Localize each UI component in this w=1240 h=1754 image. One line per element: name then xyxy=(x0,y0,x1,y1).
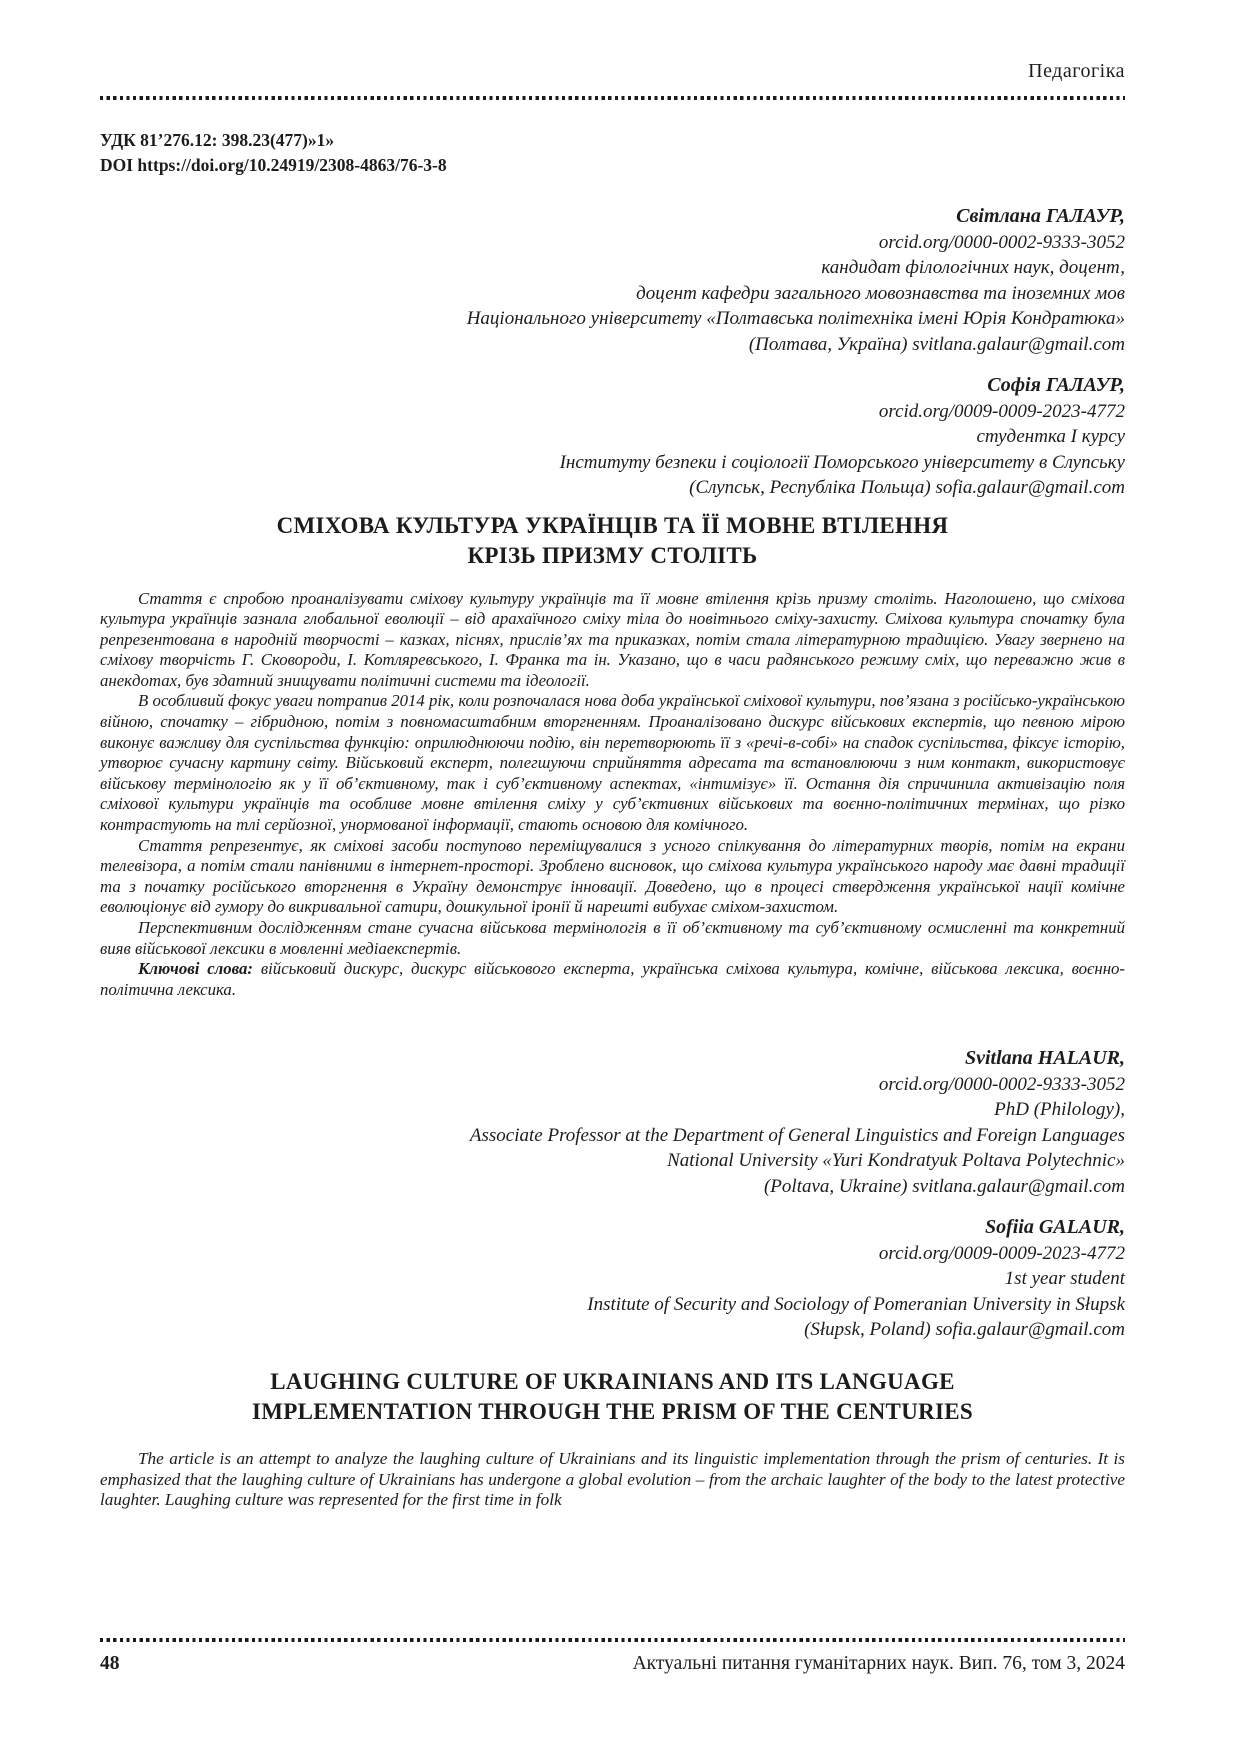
abstract-uk-paragraph-3: Стаття репрезентує, як сміхові засоби поступово переміщувалися з усного спілкування до літературних творів, потім на екрани телевізора, а потім стали панівними в інтернет-просторі. Зроблено висновок, що сміхова культура українського народу має давні традиції та з початку російського вторгнення в Україну демонструє інновації. Доведено, що в процесі ствердження української нації комічне еволюціонує від гумору до викривальної сатири, дошкульної іронії й нарешті вибухає сміхом-захистом. xyxy=(100,835,1125,917)
author-orcid-uk-2: orcid.org/0009-0009-2023-4772 xyxy=(878,400,1125,422)
header-divider xyxy=(100,96,1125,100)
author-orcid-en-1: orcid.org/0000-0002-9333-3052 xyxy=(878,1073,1125,1095)
article-meta xyxy=(100,128,1125,178)
author-block-uk-2 xyxy=(100,373,1125,501)
author-name-uk-2: Софія ГАЛАУР, xyxy=(987,374,1125,396)
author-affiliation-uk-1: Національного університету «Полтавська політехніка імені Юрія Кондратюка» xyxy=(466,308,1125,329)
article-title-uk-line1: СМІХОВА КУЛЬТУРА УКРАЇНЦІВ ТА ЇЇ МОВНЕ ВТІЛЕННЯ xyxy=(276,512,949,538)
keywords-uk xyxy=(100,959,1125,1000)
author-degree-en-2: 1st year student xyxy=(1004,1268,1125,1290)
author-degree-uk-2: студентка І курсу xyxy=(976,426,1125,447)
author-affiliation-en-2: Institute of Security and Sociology of Pomeranian University in Słupsk xyxy=(587,1293,1125,1315)
author-orcid-en-2: orcid.org/0009-0009-2023-4772 xyxy=(878,1242,1125,1264)
footer-row xyxy=(100,1651,1125,1677)
author-position-uk-1: доцент кафедри загального мовознавства та іноземних мов xyxy=(636,282,1125,304)
keywords-uk-label: Ключові слова: xyxy=(138,959,254,979)
abstract-uk-paragraph-4: Перспективним дослідженням стане сучасна військова термінологія в її об’єктивному та суб’єктивному осмисленні та конкретний вияв військової лексики в мовленні медіаекспертів. xyxy=(100,918,1125,958)
abstract-en-paragraph-1: The article is an attempt to analyze the laughing culture of Ukrainians and its linguistic implementation through the prism of centuries. It is emphasized that the laughing culture of Ukrainians has undergone a global evolution – from the archaic laughter of the body to the latest protective laughter. Laughing culture was represented for the first time in folk xyxy=(100,1448,1125,1510)
article-title-uk-line2: КРІЗЬ ПРИЗМУ СТОЛІТЬ xyxy=(467,542,758,568)
author-location-email-uk-2: (Слупськ, Республіка Польща) sofia.galaur@gmail.com xyxy=(689,477,1125,498)
page-number: 48 xyxy=(100,1653,120,1674)
author-name-en-2: Sofiia GALAUR, xyxy=(984,1216,1125,1239)
author-affiliation-uk-2: Інституту безпеки і соціології Поморського університету в Слупську xyxy=(559,451,1125,473)
author-location-email-en-2: (Słupsk, Poland) sofia.galaur@gmail.com xyxy=(804,1319,1125,1341)
udk-line: УДК 81’276.12: 398.23(477)»1» xyxy=(100,130,335,150)
article-title-en-line1: LAUGHING CULTURE OF UKRAINIANS AND ITS LANGUAGE xyxy=(270,1368,955,1394)
journal-section-label: Педагогіка xyxy=(1028,60,1125,82)
author-position-en-1: Associate Professor at the Department of General Linguistics and Foreign Languages xyxy=(469,1124,1125,1146)
abstract-uk-paragraph-1: Стаття є спробою проаналізувати сміхову культуру українців та її мовне втілення крізь призму століть. Наголошено, що сміхова культура українців зазнала глобальної еволюції – від арахаїчного сміху тіла до новітнього сміху-захисту. Сміхова культура спочатку була репрезентована в народній творчості – казках, піснях, прислів’ях та приказках, потім стала літературною традицією. Увагу звернено на сміхову творчість Г. Сковороди, І. Котляревського, І. Франка та ін. Указано, що в часи радянського режиму сміх, що переважно жив в анекдотах, був здатний знищувати політичні системи та ідеології. xyxy=(100,588,1125,690)
author-location-email-uk-1: (Полтава, Україна) svitlana.galaur@gmail.com xyxy=(748,333,1125,355)
journal-citation: Актуальні питання гуманітарних наук. Вип. 76, том 3, 2024 xyxy=(632,1653,1125,1674)
author-orcid-uk-1: orcid.org/0000-0002-9333-3052 xyxy=(878,231,1125,253)
abstract-uk xyxy=(100,589,1125,1001)
keywords-uk-text: військовий дискурс, дискурс військового експерта, українська сміхова культура, комічне, військова лексика, воєнно-політична лексика. xyxy=(100,959,1126,999)
page-footer xyxy=(100,1638,1125,1677)
author-name-en-1: Svitlana HALAUR, xyxy=(964,1047,1125,1070)
article-title-en-line2: IMPLEMENTATION THROUGH THE PRISM OF THE CENTURIES xyxy=(252,1398,973,1424)
author-degree-en-1: PhD (Philology), xyxy=(994,1099,1125,1121)
article-title-en xyxy=(100,1367,1125,1427)
author-affiliation-en-1: National University «Yuri Kondratyuk Poltava Polytechnic» xyxy=(667,1150,1125,1172)
abstract-uk-paragraph-2: В особливий фокус уваги потрапив 2014 рік, коли розпочалася нова доба української сміхової культури, пов’язана з російсько-українською війною, спочатку – гібридною, потім з повномасштабним вторгненням. Проаналізовано дискурс військових експертів, що певною мірою виконує важливу для суспільства функцію: оприлюднюючи подію, він перетворюють її з «речі-в-собі» на спадок суспільства, фіксує історію, утворює сучасну картину світу. Військовий експерт, полегшуючи сприйняття адресата та встановлюючи з ним контакт, використовує військову термінологію як у її об’єктивному, так і суб’єктивному аспектах, «інтимізує» її. Остання дія спричинила активізацію поля сміхової культури українців та особливе мовне втілення сміху у суб’єктивних військових та воєнно-політичних термінах, що різко контрастують на тлі серйозної, унормованої інформації, стають основою для комічного. xyxy=(100,691,1125,835)
doi-line: DOI https://doi.org/10.24919/2308-4863/76-3-8 xyxy=(100,155,447,175)
article-title-uk xyxy=(100,511,1125,571)
author-block-en-2 xyxy=(100,1215,1125,1343)
footer-divider xyxy=(100,1638,1125,1642)
author-name-uk-1: Світлана ГАЛАУР, xyxy=(956,205,1125,227)
author-location-email-en-1: (Poltava, Ukraine) svitlana.galaur@gmail.com xyxy=(763,1175,1125,1197)
author-block-uk-1 xyxy=(100,204,1125,357)
author-degree-uk-1: кандидат філологічних наук, доцент, xyxy=(821,257,1125,278)
abstract-en xyxy=(100,1449,1125,1511)
author-block-en-1 xyxy=(100,1046,1125,1199)
